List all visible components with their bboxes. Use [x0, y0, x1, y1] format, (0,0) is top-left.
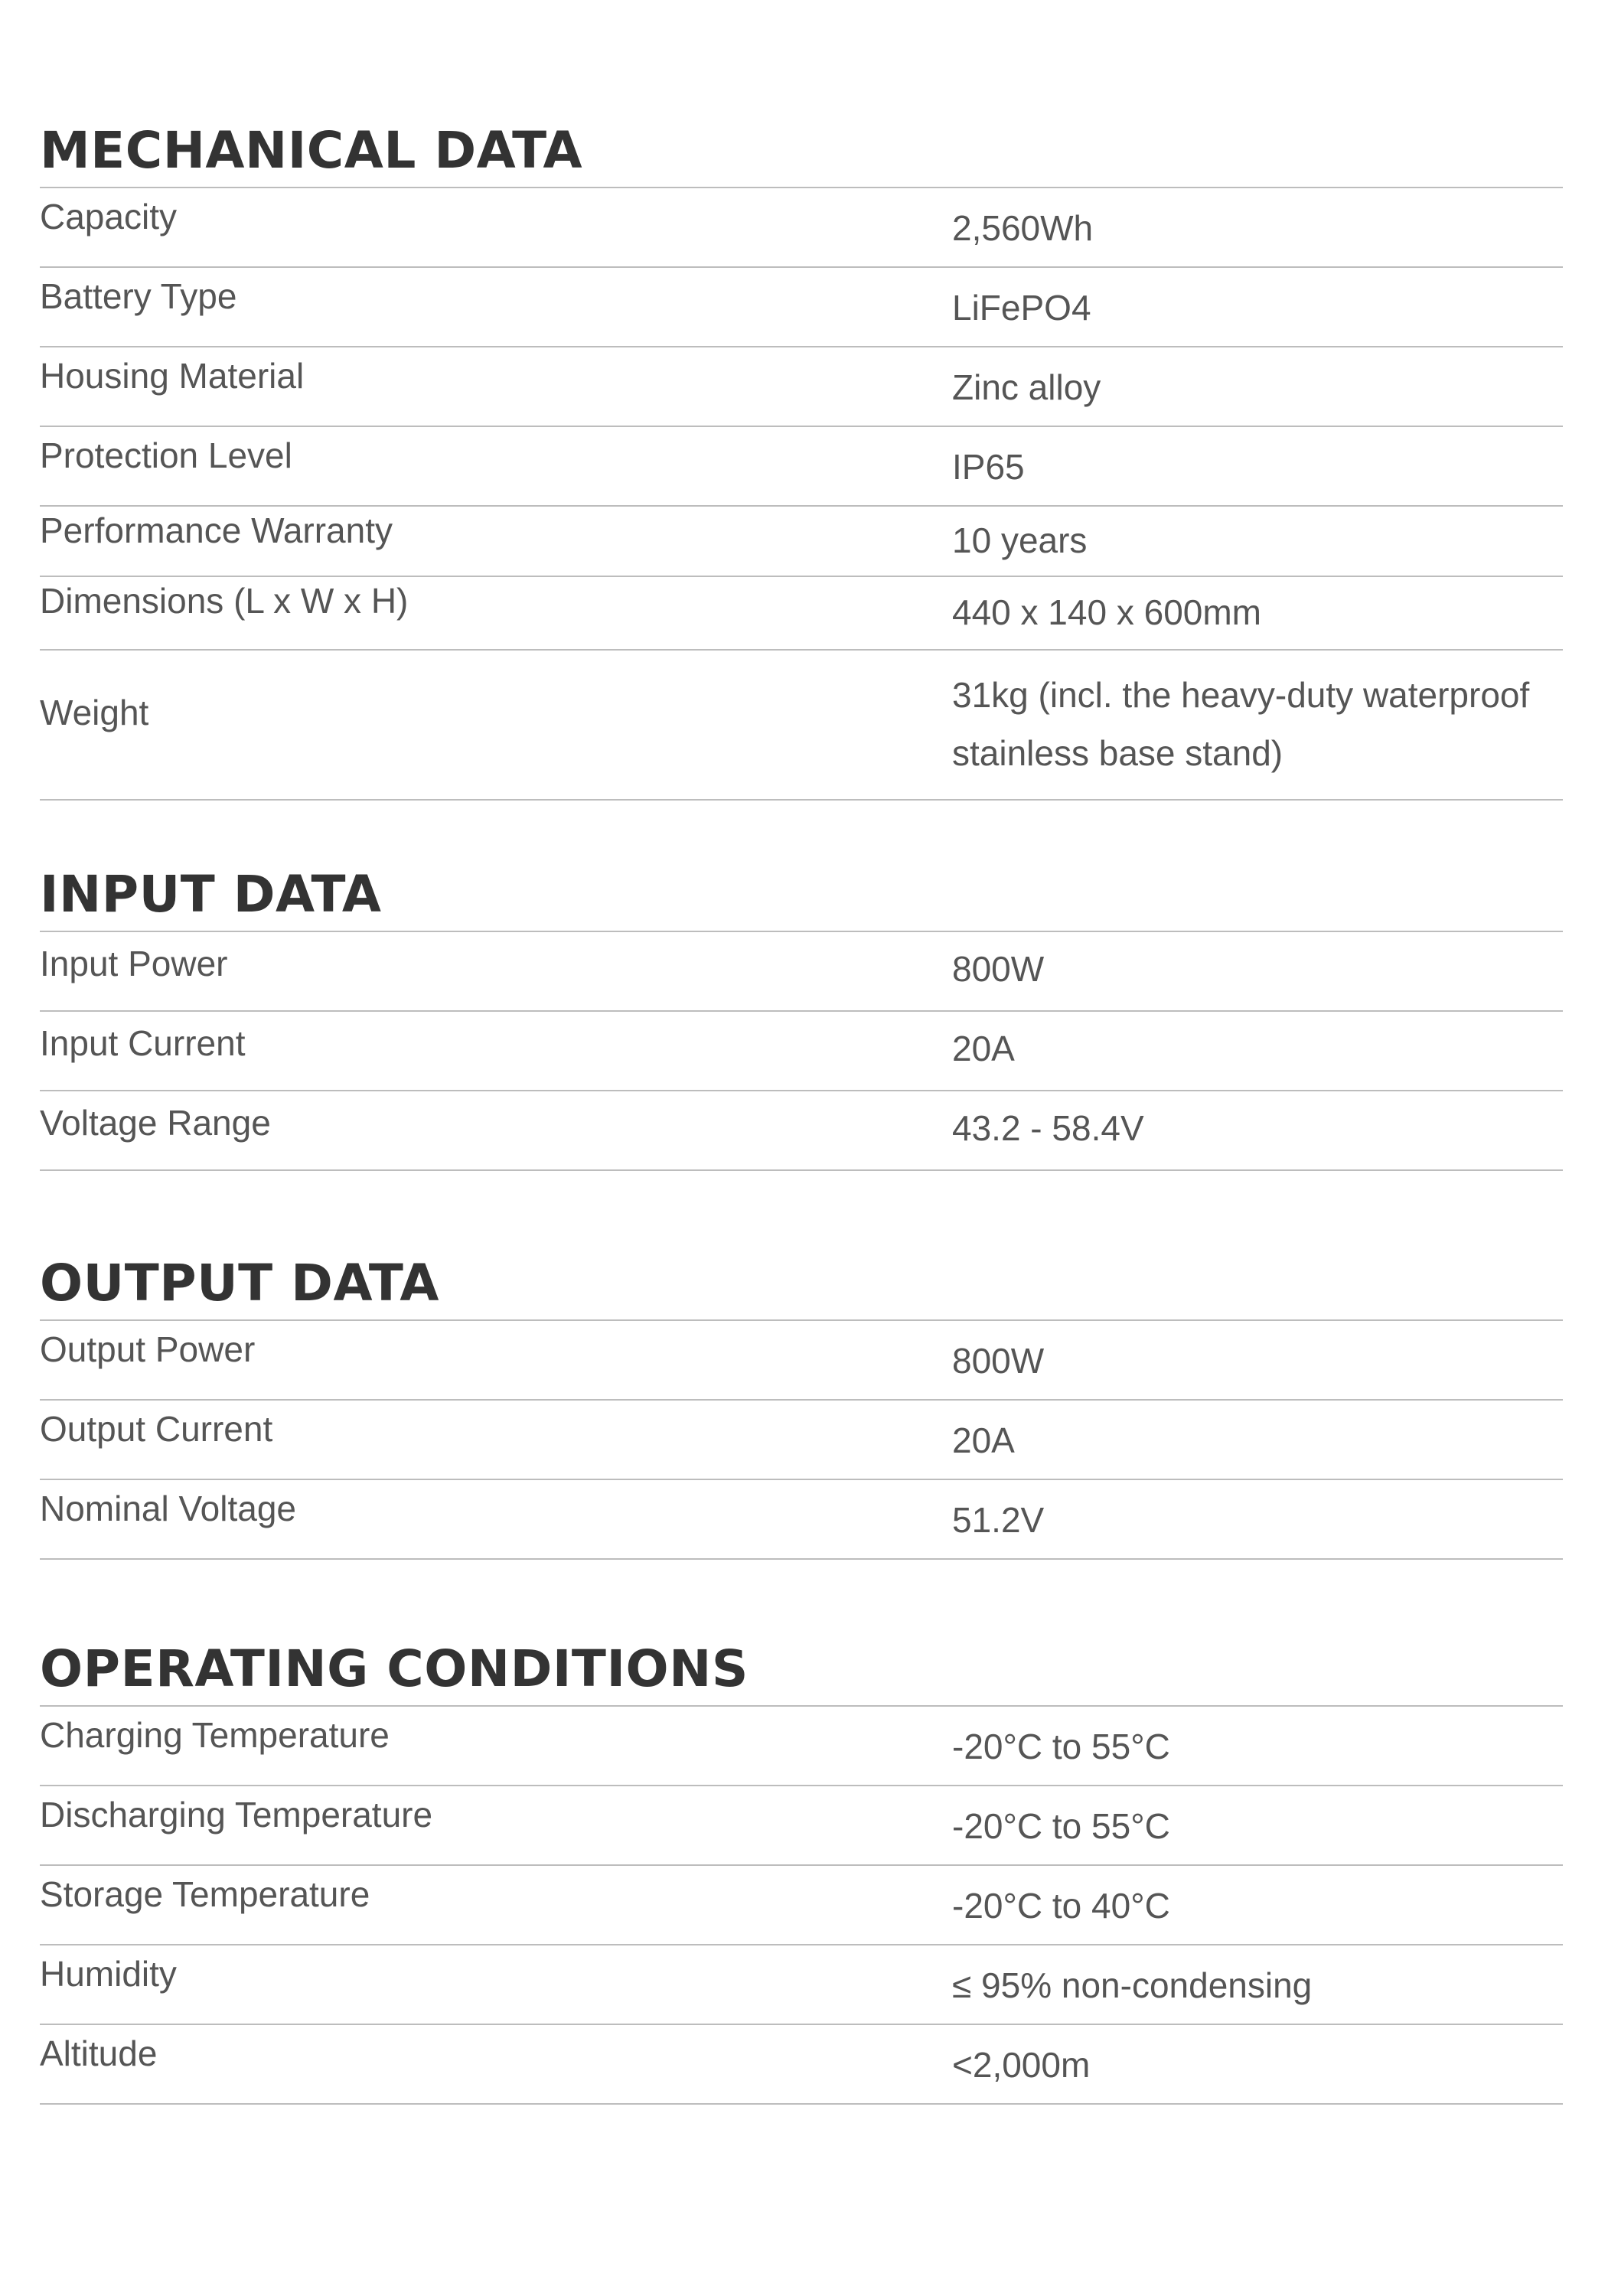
- row-value: 51.2V: [952, 1500, 1045, 1540]
- row-value: IP65: [952, 447, 1025, 487]
- row-label: Input Current: [40, 1023, 246, 1063]
- table-row: [40, 1480, 1563, 1560]
- row-value: 800W: [952, 1341, 1045, 1381]
- section-title: MECHANICAL DATA: [40, 115, 1563, 188]
- row-value: LiFePO4: [952, 288, 1091, 328]
- table-row: [40, 507, 1563, 577]
- row-label: Dimensions (L x W x H): [40, 581, 409, 621]
- row-label: Output Power: [40, 1329, 256, 1369]
- table-row: [40, 347, 1563, 427]
- table-row: [40, 1401, 1563, 1480]
- row-label: Voltage Range: [40, 1103, 271, 1143]
- mechanical-data-section: [40, 115, 1563, 801]
- row-value: 440 x 140 x 600mm: [952, 592, 1262, 632]
- row-label: Protection Level: [40, 435, 292, 475]
- row-label: Performance Warranty: [40, 510, 393, 550]
- table-row: [40, 1091, 1563, 1171]
- row-label: Housing Material: [40, 356, 305, 396]
- table-row: [40, 1786, 1563, 1866]
- table-row: [40, 268, 1563, 347]
- row-value: 10 years: [952, 520, 1088, 560]
- table-row: [40, 1866, 1563, 1945]
- section-title: INPUT DATA: [40, 859, 1563, 932]
- table-row: [40, 577, 1563, 651]
- row-label: Input Power: [40, 944, 228, 983]
- row-value: ≤ 95% non-condensing: [952, 1965, 1313, 2005]
- table-row: [40, 932, 1563, 1012]
- row-value: -20°C to 55°C: [952, 1806, 1170, 1846]
- row-value: 20A: [952, 1420, 1015, 1460]
- table-row: [40, 1945, 1563, 2025]
- row-label: Humidity: [40, 1954, 177, 1994]
- section-title: OPERATING CONDITIONS: [40, 1633, 1563, 1707]
- operating-conditions-section: [40, 1633, 1563, 2105]
- table-row: [40, 1012, 1563, 1091]
- row-label: Battery Type: [40, 276, 237, 316]
- table-row: [40, 1321, 1563, 1401]
- row-value: 20A: [952, 1029, 1015, 1068]
- table-row: [40, 427, 1563, 507]
- section-title: OUTPUT DATA: [40, 1247, 1563, 1321]
- output-data-section: [40, 1247, 1563, 1560]
- row-label: Charging Temperature: [40, 1715, 390, 1755]
- row-value: 43.2 - 58.4V: [952, 1108, 1144, 1148]
- row-value: <2,000m: [952, 2045, 1091, 2085]
- table-row: [40, 188, 1563, 268]
- row-value: -20°C to 40°C: [952, 1886, 1170, 1926]
- input-data-section: [40, 859, 1563, 1171]
- row-value: -20°C to 55°C: [952, 1727, 1170, 1766]
- table-row: [40, 1707, 1563, 1786]
- row-label: Capacity: [40, 197, 177, 236]
- table-row: [40, 651, 1563, 801]
- row-label: Altitude: [40, 2033, 158, 2073]
- row-value: 31kg (incl. the heavy-duty waterproof stainless base stand): [952, 675, 1530, 773]
- row-label: Nominal Voltage: [40, 1489, 296, 1528]
- row-label: Discharging Temperature: [40, 1795, 433, 1835]
- row-value: Zinc alloy: [952, 367, 1101, 407]
- row-label: Storage Temperature: [40, 1874, 370, 1914]
- row-label: Weight: [40, 693, 149, 732]
- table-row: [40, 2025, 1563, 2105]
- row-value: 800W: [952, 949, 1045, 989]
- row-value: 2,560Wh: [952, 208, 1094, 248]
- row-label: Output Current: [40, 1409, 273, 1449]
